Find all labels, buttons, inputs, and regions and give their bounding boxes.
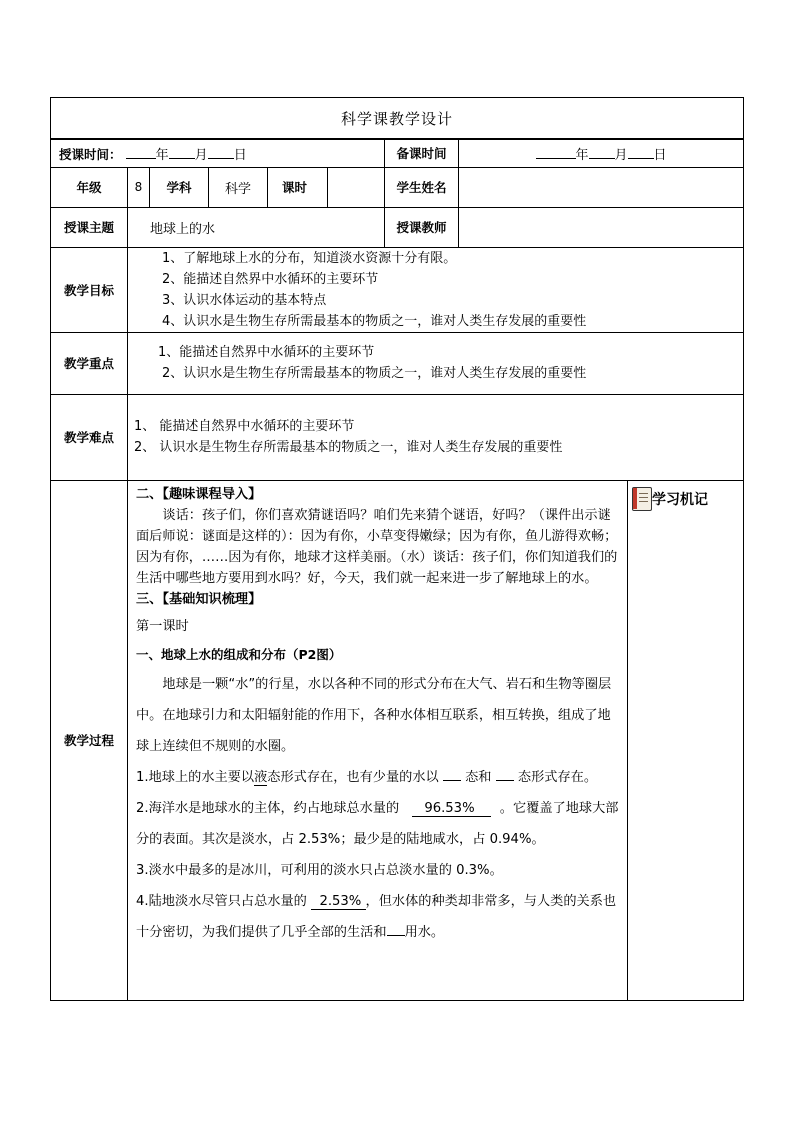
grade-value: 8 <box>128 167 150 207</box>
day-blank <box>208 145 234 159</box>
lesson-plan-table <box>50 97 744 1001</box>
process-label: 教学过程 <box>51 480 128 1000</box>
goal-item: 4、认识水是生物生存所需最基本的物质之一，谁对人类生存发展的重要性 <box>162 313 587 329</box>
lesson-plan-sheet <box>50 97 743 1001</box>
year-text: 年 <box>155 147 169 163</box>
q1-answer: 液 <box>254 769 268 785</box>
teacher-label: 授课教师 <box>385 207 459 247</box>
subject-value: 科学 <box>209 167 268 207</box>
prep-day-text: 日 <box>653 147 667 163</box>
day-text: 日 <box>233 147 247 163</box>
prep-day-blank <box>628 145 654 159</box>
hours-value <box>328 167 385 207</box>
goals-list <box>128 247 744 332</box>
question-1: 1.地球上的水主要以液态形式存在，也有少量的水以 态和 态形式存在。 <box>136 762 621 793</box>
difficulties-list <box>128 394 744 480</box>
goal-item: 3、认识水体运动的基本特点 <box>162 292 327 308</box>
study-notes-cell <box>628 480 744 1000</box>
student-name-value <box>459 167 744 207</box>
prep-time-label: 备课时间 <box>385 139 459 167</box>
prep-year-blank <box>536 145 576 159</box>
q1-blank-3 <box>496 767 514 781</box>
month-blank <box>169 145 195 159</box>
class-time-label: 授课时间： <box>59 146 122 162</box>
q4-answer: 2.53% <box>311 894 366 910</box>
prep-time-cell <box>459 139 744 167</box>
topic-value: 地球上的水 <box>128 207 385 247</box>
grade-label: 年级 <box>51 167 128 207</box>
lesson-label: 第一课时 <box>136 618 189 634</box>
notebook-icon <box>632 487 652 511</box>
goal-item: 1、了解地球上水的分布，知道淡水资源十分有限。 <box>162 250 457 266</box>
page-title: 科学课教学设计 <box>51 98 744 140</box>
topic-label: 授课主题 <box>51 207 128 247</box>
year-blank <box>126 145 156 159</box>
q4-blank-2 <box>387 922 405 936</box>
prep-month-text: 月 <box>614 147 628 163</box>
intro-heading: 二、【趣味课程导入】 <box>136 486 262 502</box>
section-paragraph: 地球是一颗“水”的行星，水以各种不同的形式分布在大气、岩石和生物等圈层中。在地球引力和太阳辐射能的作用下，各种水体相互联系，相互转换，组成了地球上连续但不规则的水圈。 <box>136 676 612 754</box>
question-2: 2.海洋水是地球水的主体，约占地球总水量的 96.53% 。它覆盖了地球大部分的表面。其次是淡水，占 2.53%；最少是的陆地咸水，占 0.94%。 <box>136 800 619 847</box>
key-point-item: 1、能描述自然界中水循环的主要环节 <box>158 345 375 360</box>
prep-year-text: 年 <box>575 147 589 163</box>
goals-label: 教学目标 <box>51 247 128 332</box>
question-4: 4.陆地淡水尽管只占总水量的 2.53% ，但水体的种类却非常多，与人类的关系也十分密切，为我们提供了几乎全部的生活和 用水。 <box>136 893 617 940</box>
subject-label: 学科 <box>150 167 209 207</box>
key-points-list <box>128 332 744 394</box>
q1-blank-2 <box>443 767 461 781</box>
hours-label: 课时 <box>268 167 328 207</box>
key-point-item: 2、认识水是生物生存所需最基本的物质之一，谁对人类生存发展的重要性 <box>162 366 587 381</box>
student-name-label: 学生姓名 <box>385 167 459 207</box>
difficulties-label: 教学难点 <box>51 394 128 480</box>
prep-month-blank <box>589 145 615 159</box>
section-heading: 一、地球上水的组成和分布（P2图） <box>136 646 342 662</box>
process-content <box>128 480 628 1000</box>
question-3: 3.淡水中最多的是冰川，可利用的淡水只占总淡水量的 0.3%。 <box>136 862 503 878</box>
study-notes-label: 学习机记 <box>652 491 708 508</box>
key-points-label: 教学重点 <box>51 332 128 394</box>
intro-text: 谈话：孩子们，你们喜欢猜谜语吗？咱们先来猜个谜语，好吗？（课件出示谜面后师说：谜面是这样的）：因为有你，小草变得嫩绿；因为有你，鱼儿游得欢畅；因为有你，……因为有你，地球才这样美丽。（水）谈话：孩子们，你们知道我们的生活中哪些地方要用到水吗？好，今天，我们就一起来进一步了解地球上的水。 <box>136 507 618 586</box>
q2-answer: 96.53% <box>412 801 492 817</box>
difficulty-item: 2、 认识水是生物生存所需最基本的物质之一，谁对人类生存发展的重要性 <box>134 440 563 455</box>
basics-heading: 三、【基础知识梳理】 <box>136 591 262 607</box>
month-text: 月 <box>194 147 208 163</box>
class-time-cell <box>51 139 385 167</box>
difficulty-item: 1、 能描述自然界中水循环的主要环节 <box>134 419 355 434</box>
teacher-value <box>459 207 744 247</box>
goal-item: 2、能描述自然界中水循环的主要环节 <box>162 271 379 287</box>
